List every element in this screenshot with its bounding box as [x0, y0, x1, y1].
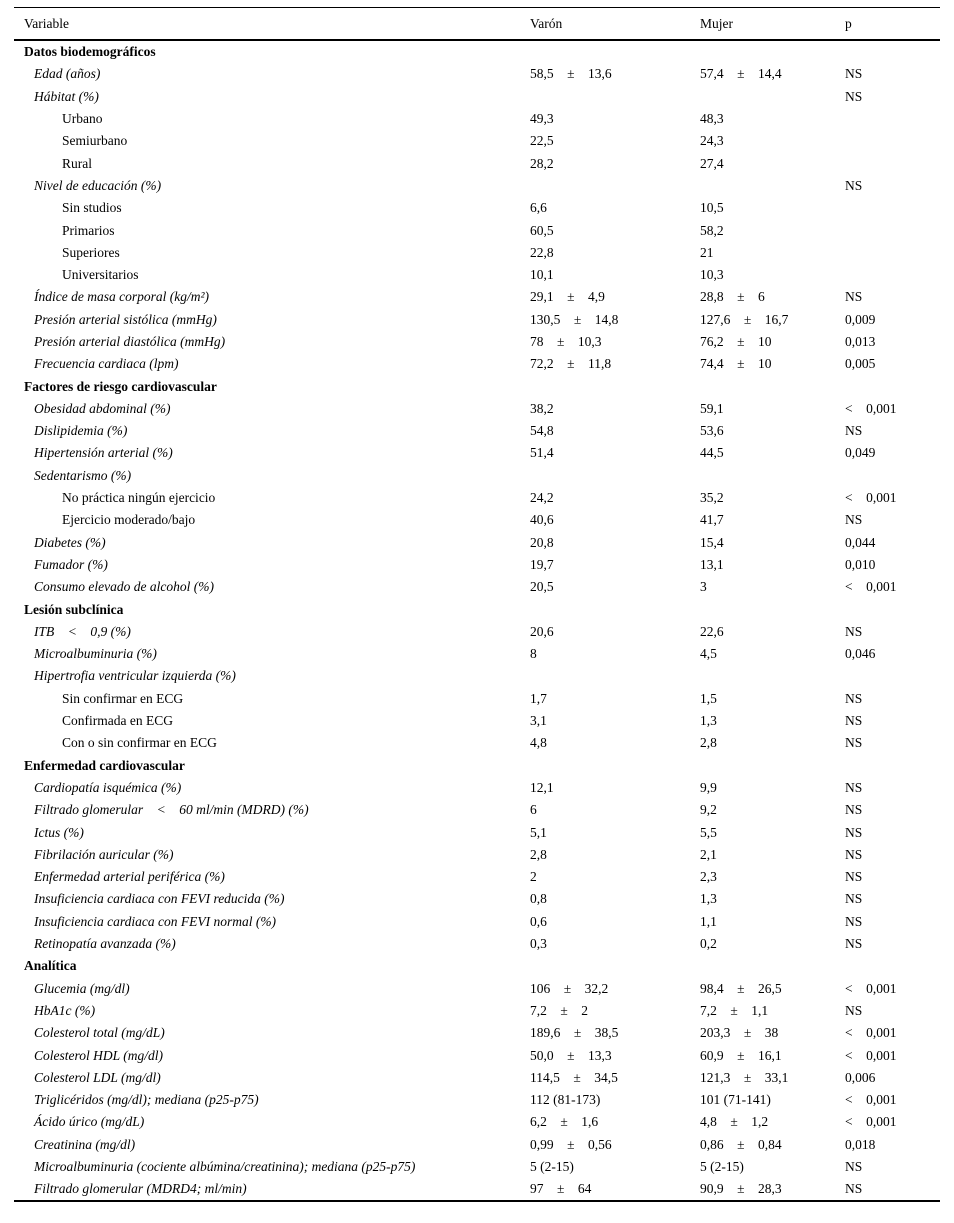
varon-value: 0,3 [530, 936, 547, 952]
variable-label: Superiores [62, 244, 120, 260]
p-value: < 0,001 [845, 1047, 897, 1063]
table-row [14, 1067, 940, 1089]
table-row [14, 108, 940, 130]
varon-value: 12,1 [530, 779, 554, 795]
mujer-value: 57,4 ± 14,4 [700, 66, 782, 82]
table-row [14, 1044, 940, 1066]
mujer-value: 74,4 ± 10 [700, 356, 772, 372]
mujer-value: 21 [700, 244, 714, 260]
variable-label: Consumo elevado de alcohol (%) [34, 579, 214, 595]
mujer-value: 0,2 [700, 936, 717, 952]
mujer-value: 5 (2-15) [700, 1158, 744, 1174]
varon-value: 106 ± 32,2 [530, 980, 609, 996]
varon-value: 38,2 [530, 400, 554, 416]
table-row [14, 1022, 940, 1044]
variable-label: Filtrado glomerular (MDRD4; ml/min) [34, 1181, 247, 1197]
varon-value: 2 [530, 869, 537, 885]
varon-value: 6,2 ± 1,6 [530, 1114, 599, 1130]
table-row [14, 621, 940, 643]
varon-value: 97 ± 64 [530, 1181, 592, 1197]
varon-value: 5 (2-15) [530, 1158, 574, 1174]
p-value: NS [845, 846, 863, 862]
p-value: 0,010 [845, 556, 876, 572]
mujer-value: 24,3 [700, 133, 724, 149]
variable-label: Dislipidemia (%) [34, 423, 128, 439]
p-value: NS [845, 289, 863, 305]
varon-value: 0,99 ± 0,56 [530, 1136, 612, 1152]
mujer-value: 2,8 [700, 735, 717, 751]
p-value: NS [845, 623, 863, 639]
varon-value: 28,2 [530, 155, 554, 171]
table-row [14, 1089, 940, 1111]
section-header-row [14, 375, 940, 397]
p-value: NS [845, 869, 863, 885]
variable-label: Ácido úrico (mg/dL) [34, 1114, 145, 1130]
table-row [14, 286, 940, 308]
varon-value: 0,6 [530, 913, 547, 929]
varon-value: 5,1 [530, 824, 547, 840]
variable-label: Edad (años) [34, 66, 101, 82]
varon-value: 58,5 ± 13,6 [530, 66, 612, 82]
table-row [14, 888, 940, 910]
variable-label: Fumador (%) [34, 556, 108, 572]
section-header-row [14, 598, 940, 620]
variable-label: ITB < 0,9 (%) [34, 623, 131, 639]
p-value: NS [845, 512, 863, 528]
p-value: < 0,001 [845, 1092, 897, 1108]
variable-label: Rural [62, 155, 92, 171]
mujer-value: 22,6 [700, 623, 724, 639]
table-row [14, 509, 940, 531]
variable-label: Fibrilación auricular (%) [34, 846, 174, 862]
mujer-value: 76,2 ± 10 [700, 334, 772, 349]
table-row [14, 643, 940, 665]
varon-value: 112 (81-173) [530, 1092, 601, 1108]
mujer-value: 15,4 [700, 534, 724, 550]
varon-value: 49,3 [530, 111, 554, 127]
varon-value: 50,0 ± 13,3 [530, 1047, 612, 1063]
varon-value: 114,5 ± 34,5 [530, 1069, 618, 1085]
table-row [14, 219, 940, 241]
table-row [14, 1000, 940, 1022]
p-value: NS [845, 936, 863, 952]
varon-value: 20,6 [530, 623, 554, 639]
mujer-value: 27,4 [700, 155, 724, 171]
mujer-value: 121,3 ± 33,1 [700, 1069, 789, 1085]
variable-label: Microalbuminuria (%) [34, 646, 157, 662]
table-row [14, 86, 940, 108]
mujer-value: 1,1 [700, 913, 717, 929]
p-value: 0,044 [845, 534, 876, 550]
p-value: 0,049 [845, 445, 876, 461]
variable-label: Insuficiencia cardiaca con FEVI reducida (%) [34, 891, 285, 907]
p-value: NS [845, 735, 863, 751]
varon-value: 6 [530, 802, 537, 818]
table-row [14, 331, 940, 353]
variable-label: Colesterol total (mg/dL) [34, 1025, 165, 1041]
table-row [14, 977, 940, 999]
mujer-value: 13,1 [700, 556, 724, 572]
column-header-varon: Varón [530, 15, 563, 31]
variable-label: Sin studios [62, 200, 122, 216]
table-row [14, 554, 940, 576]
section-header-row [14, 955, 940, 977]
varon-value: 7,2 ± 2 [530, 1002, 589, 1018]
table-row [14, 710, 940, 732]
varon-value: 1,7 [530, 690, 547, 706]
variable-label: Obesidad abdominal (%) [34, 400, 171, 416]
variable-label: Triglicéridos (mg/dl); mediana (p25-p75) [34, 1092, 259, 1108]
variable-label: Retinopatía avanzada (%) [34, 936, 176, 952]
table-body [14, 41, 940, 1200]
table-row [14, 353, 940, 375]
mujer-value: 1,3 [700, 891, 717, 907]
table-row [14, 576, 940, 598]
variable-label: Filtrado glomerular < 60 ml/min (MDRD) (%) [34, 802, 309, 818]
mujer-value: 53,6 [700, 423, 724, 439]
section-header-row [14, 41, 940, 63]
table-row [14, 911, 940, 933]
table-row [14, 420, 940, 442]
variable-label: Hipertensión arterial (%) [34, 445, 173, 461]
varon-value: 2,8 [530, 846, 547, 862]
variable-label: Presión arterial diastólica (mmHg) [34, 334, 226, 349]
mujer-value: 41,7 [700, 512, 724, 528]
variable-label: HbA1c (%) [34, 1002, 96, 1018]
varon-value: 60,5 [530, 222, 554, 238]
variable-label: Diabetes (%) [34, 534, 106, 550]
varon-value: 0,8 [530, 891, 547, 907]
variable-label: Urbano [62, 111, 103, 127]
table-row [14, 933, 940, 955]
table-row [14, 821, 940, 843]
table-row [14, 799, 940, 821]
varon-value: 20,5 [530, 579, 554, 595]
p-value: < 0,001 [845, 1025, 897, 1041]
table-row [14, 777, 940, 799]
p-value: 0,005 [845, 356, 876, 372]
variable-label: Hipertrofia ventricular izquierda (%) [34, 668, 236, 684]
p-value: NS [845, 690, 863, 706]
variable-label: Glucemia (mg/dl) [34, 980, 130, 996]
section-title: Datos biodemográficos [24, 44, 156, 60]
table-row [14, 152, 940, 174]
p-value: < 0,001 [845, 579, 897, 595]
p-value: 0,009 [845, 311, 876, 327]
varon-value: 72,2 ± 11,8 [530, 356, 612, 372]
variable-label: Sin confirmar en ECG [62, 690, 184, 706]
varon-value: 19,7 [530, 556, 554, 572]
mujer-value: 0,86 ± 0,84 [700, 1136, 782, 1152]
varon-value: 130,5 ± 14,8 [530, 311, 619, 327]
table-row [14, 1134, 940, 1156]
p-value: NS [845, 1181, 863, 1197]
p-value: 0,018 [845, 1136, 876, 1152]
variable-label: Presión arterial sistólica (mmHg) [34, 311, 217, 327]
mujer-value: 1,3 [700, 713, 717, 729]
mujer-value: 1,5 [700, 690, 717, 706]
table-row [14, 398, 940, 420]
p-value: NS [845, 713, 863, 729]
variable-label: Frecuencia cardiaca (lpm) [34, 356, 179, 372]
table-row [14, 465, 940, 487]
column-header-mujer: Mujer [700, 15, 733, 31]
varon-value: 29,1 ± 4,9 [530, 289, 605, 305]
section-title: Analítica [24, 958, 77, 974]
mujer-value: 3 [700, 579, 707, 595]
mujer-value: 28,8 ± 6 [700, 289, 765, 305]
table-row [14, 130, 940, 152]
table-row [14, 1178, 940, 1200]
mujer-value: 9,9 [700, 779, 717, 795]
mujer-value: 44,5 [700, 445, 724, 461]
varon-value: 24,2 [530, 490, 554, 506]
section-header-row [14, 755, 940, 777]
mujer-value: 10,5 [700, 200, 724, 216]
mujer-value: 10,3 [700, 267, 724, 283]
p-value: NS [845, 913, 863, 929]
mujer-value: 5,5 [700, 824, 717, 840]
mujer-value: 2,3 [700, 869, 717, 885]
varon-value: 10,1 [530, 267, 554, 283]
table-row [14, 1156, 940, 1178]
mujer-value: 98,4 ± 26,5 [700, 980, 782, 996]
varon-value: 8 [530, 646, 537, 662]
variable-label: Creatinina (mg/dl) [34, 1136, 136, 1152]
variable-label: Ictus (%) [34, 824, 84, 840]
varon-value: 4,8 [530, 735, 547, 751]
p-value: NS [845, 423, 863, 439]
mujer-value: 60,9 ± 16,1 [700, 1047, 782, 1063]
p-value: < 0,001 [845, 1114, 897, 1130]
table-row [14, 732, 940, 754]
table-row [14, 844, 940, 866]
p-value: NS [845, 891, 863, 907]
table-row [14, 309, 940, 331]
varon-value: 22,5 [530, 133, 554, 149]
table-row [14, 197, 940, 219]
mujer-value: 35,2 [700, 490, 724, 506]
table-row [14, 175, 940, 197]
p-value: 0,046 [845, 646, 876, 662]
variable-label: No práctica ningún ejercicio [62, 490, 216, 506]
variable-label: Universitarios [62, 267, 139, 283]
varon-value: 3,1 [530, 713, 547, 729]
column-header-variable: Variable [24, 15, 69, 31]
mujer-value: 101 (71-141) [700, 1092, 771, 1108]
p-value: NS [845, 779, 863, 795]
varon-value: 20,8 [530, 534, 554, 550]
table-row [14, 442, 940, 464]
section-title: Factores de riesgo cardiovascular [24, 378, 217, 394]
table-row [14, 665, 940, 687]
mujer-value: 58,2 [700, 222, 724, 238]
mujer-value: 4,5 [700, 646, 717, 662]
p-value: 0,013 [845, 334, 876, 349]
table-row [14, 242, 940, 264]
p-value: < 0,001 [845, 400, 897, 416]
varon-value: 40,6 [530, 512, 554, 528]
table-row [14, 866, 940, 888]
p-value: NS [845, 66, 863, 82]
variable-label: Semiurbano [62, 133, 128, 149]
variable-label: Insuficiencia cardiaca con FEVI normal (%) [34, 913, 277, 929]
mujer-value: 2,1 [700, 846, 717, 862]
mujer-value: 9,2 [700, 802, 717, 818]
variable-label: Cardiopatía isquémica (%) [34, 779, 182, 795]
mujer-value: 7,2 ± 1,1 [700, 1002, 769, 1018]
variable-label: Enfermedad arterial periférica (%) [34, 869, 225, 885]
mujer-value: 90,9 ± 28,3 [700, 1181, 782, 1197]
column-header-p: p [845, 15, 852, 31]
p-value: < 0,001 [845, 490, 897, 506]
mujer-value: 4,8 ± 1,2 [700, 1114, 769, 1130]
mujer-value: 203,3 ± 38 [700, 1025, 779, 1041]
table-row [14, 1111, 940, 1133]
mujer-value: 127,6 ± 16,7 [700, 311, 789, 327]
varon-value: 51,4 [530, 445, 554, 461]
varon-value: 22,8 [530, 244, 554, 260]
p-value: < 0,001 [845, 980, 897, 996]
p-value: NS [845, 177, 863, 193]
p-value: NS [845, 1002, 863, 1018]
p-value: NS [845, 824, 863, 840]
varon-value: 189,6 ± 38,5 [530, 1025, 619, 1041]
table-row [14, 63, 940, 85]
variable-label: Sedentarismo (%) [34, 467, 132, 483]
p-value: NS [845, 802, 863, 818]
variable-label: Primarios [62, 222, 115, 238]
section-title: Lesión subclínica [24, 601, 124, 617]
variable-label: Hábitat (%) [34, 88, 99, 104]
table-row [14, 532, 940, 554]
variable-label: Con o sin confirmar en ECG [62, 735, 217, 751]
table-row [14, 264, 940, 286]
varon-value: 54,8 [530, 423, 554, 439]
varon-value: 6,6 [530, 200, 547, 216]
variable-label: Colesterol LDL (mg/dl) [34, 1069, 161, 1085]
mujer-value: 48,3 [700, 111, 724, 127]
statistics-table [14, 7, 940, 1202]
table-row [14, 688, 940, 710]
p-value: NS [845, 1158, 863, 1174]
table-row [14, 487, 940, 509]
variable-label: Microalbuminuria (cociente albúmina/creatinina); mediana (p25-p75) [34, 1158, 416, 1174]
table-header-row [14, 8, 940, 41]
p-value: NS [845, 88, 863, 104]
section-title: Enfermedad cardiovascular [24, 757, 185, 773]
variable-label: Nivel de educación (%) [34, 177, 162, 193]
variable-label: Colesterol HDL (mg/dl) [34, 1047, 164, 1063]
p-value: 0,006 [845, 1069, 876, 1085]
varon-value: 78 ± 10,3 [530, 334, 602, 349]
variable-label: Índice de masa corporal (kg/m²) [34, 289, 210, 305]
mujer-value: 59,1 [700, 400, 724, 416]
variable-label: Confirmada en ECG [62, 713, 173, 729]
variable-label: Ejercicio moderado/bajo [62, 512, 196, 528]
